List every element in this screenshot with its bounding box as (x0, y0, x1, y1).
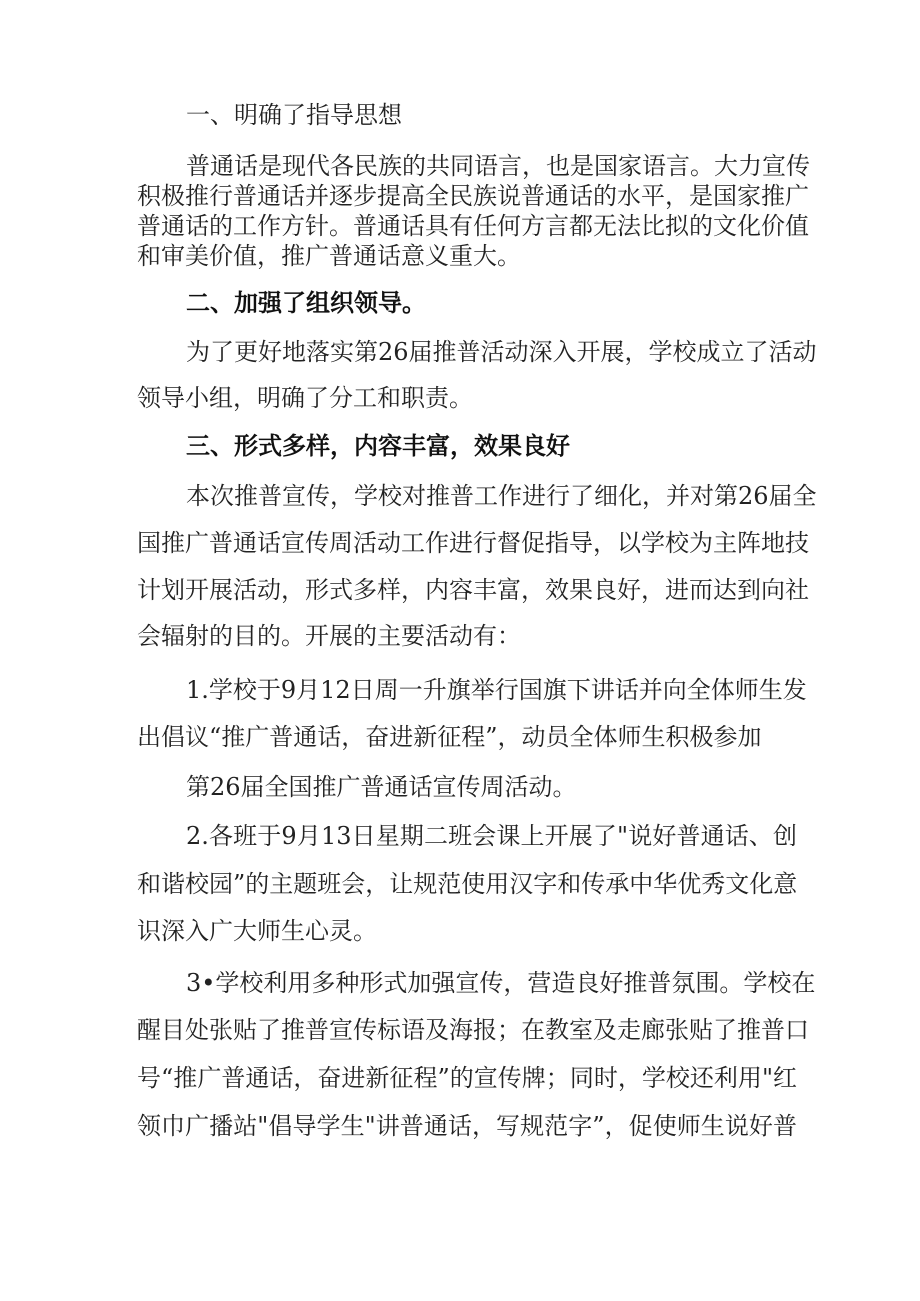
section-2-heading: 二、加强了组织领导。 (186, 289, 426, 317)
section-3-intro-line-3: 计划开展活动，形式多样，内容丰富，效果良好，进而达到向社 (137, 576, 809, 604)
section-2-line-2: 领导小组，明确了分工和职责。 (137, 384, 473, 412)
item-3-line-2: 醒目处张贴了推普宣传标语及海报；在教室及走廊张贴了推普口 (137, 1016, 809, 1044)
section-3-heading: 三、形式多样，内容丰富，效果良好 (186, 432, 570, 460)
section-1-line-1: 普通话是现代各民族的共同语言，也是国家语言。大力宣传 (186, 152, 810, 180)
section-1-heading: 一、明确了指导思想 (186, 101, 402, 129)
item-3-line-4: 领巾广播站"倡导学生"讲普通话，写规范字”，促使师生说好普 (137, 1112, 797, 1140)
item-1-line-1: 1.学校于9月12日周一升旗举行国旗下讲话并向全体师生发 (186, 676, 807, 704)
section-3-intro-line-4: 会辐射的目的。开展的主要活动有： (137, 622, 521, 650)
item-2-line-2: 和谐校园”的主题班会，让规范使用汉字和传承中华优秀文化意 (137, 870, 798, 898)
item-2-line-1: 2.各班于9月13日星期二班会课上开展了"说好普通话、创 (186, 822, 797, 850)
item-2-line-3: 识深入广大师生心灵。 (137, 917, 377, 945)
section-3-intro-line-1: 本次推普宣传，学校对推普工作进行了细化，并对第26届全 (186, 482, 817, 510)
section-3-intro-line-2: 国推广普通话宣传周活动工作进行督促指导，以学校为主阵地技 (137, 529, 809, 557)
section-2-line-1: 为了更好地落实第26届推普活动深入开展，学校成立了活动 (186, 338, 817, 366)
item-3-line-1: 3•学校利用多种形式加强宣传，营造良好推普氛围。学校在 (186, 969, 816, 997)
item-1-line-3: 第26届全国推广普通话宣传周活动。 (186, 773, 577, 801)
item-3-line-3: 号“推广普通话，奋进新征程”的宣传牌；同时，学校还利用"红 (137, 1064, 797, 1092)
section-1-line-3: 普通话的工作方针。普通话具有任何方言都无法比拟的文化价值 (137, 212, 809, 240)
section-1-line-2: 积极推行普通话并逐步提高全民族说普通话的水平，是国家推广 (137, 182, 809, 210)
section-1-line-4: 和审美价值，推广普通话意义重大。 (137, 242, 521, 270)
item-1-line-2: 出倡议“推广普通话，奋进新征程”，动员全体师生积极参加 (137, 723, 762, 751)
